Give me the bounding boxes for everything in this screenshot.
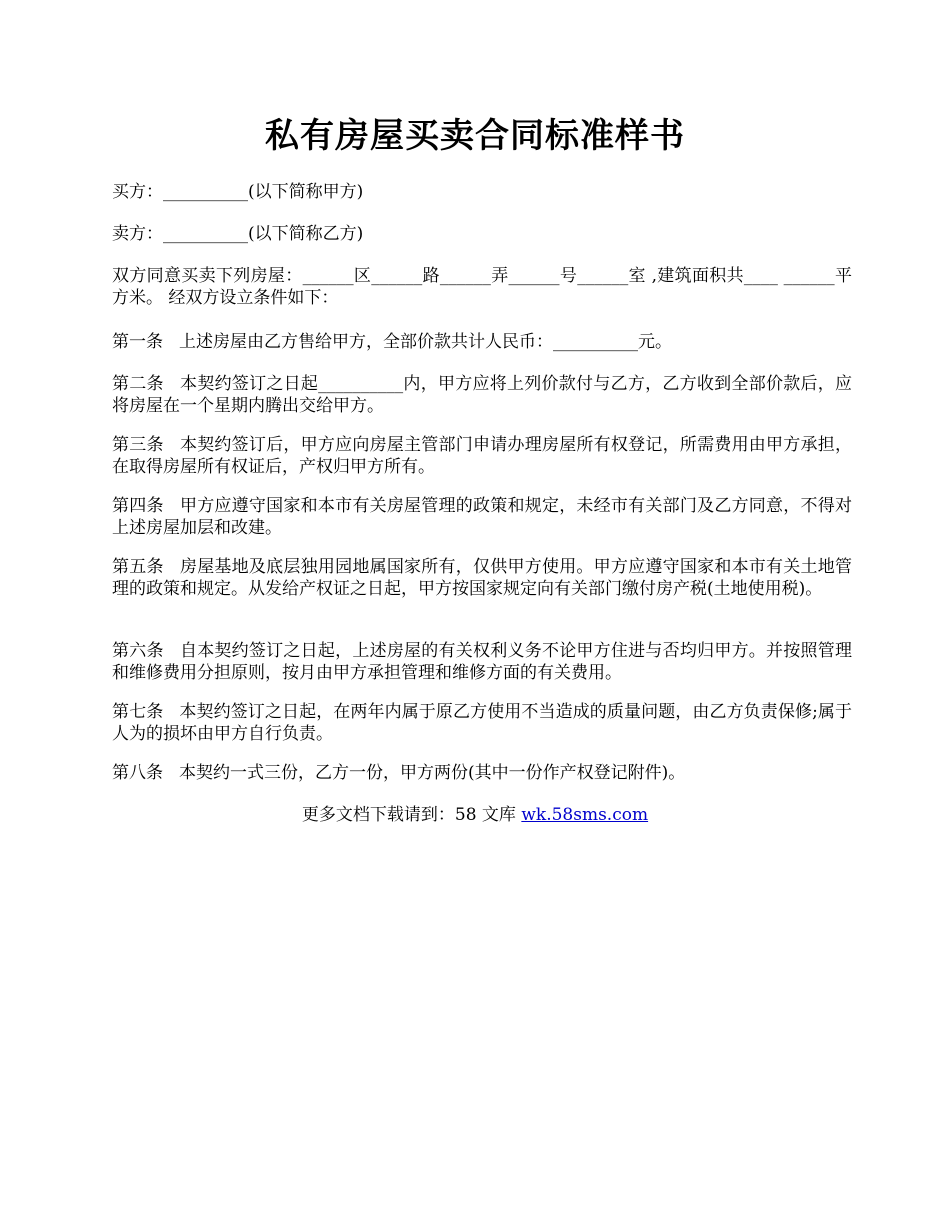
clause-text: 房屋基地及底层独用园地属国家所有，仅供甲方使用。甲方应遵守国家和本市有关土地管理的政策和规定。从发给产权证之日起，甲方按国家规定向有关部门缴付房产税(土地使用税)。 xyxy=(112,557,853,599)
clause-label: 第八条 xyxy=(112,763,163,783)
clause-label: 第四条 xyxy=(112,496,164,516)
clause-label: 第一条 xyxy=(112,332,163,352)
buyer-line: 买方：__________(以下简称甲方) xyxy=(112,182,364,202)
clause-label: 第七条 xyxy=(112,702,164,722)
clause-text: 本契约签订后，甲方应向房屋主管部门申请办理房屋所有权登记，所需费用由甲方承担，在取得房屋所有权证后，产权归甲方所有。 xyxy=(112,435,853,477)
seller-line: 卖方：__________(以下简称乙方) xyxy=(112,224,364,244)
website-link[interactable]: wk.58sms.com xyxy=(521,805,649,825)
footer-prefix: 更多文档下载请到：58 文库 xyxy=(301,805,522,825)
download-footer xyxy=(0,804,950,826)
clause-5 xyxy=(112,556,852,600)
clause-7 xyxy=(112,701,852,745)
clause-label: 第三条 xyxy=(112,435,164,455)
property-intro: 双方同意买卖下列房屋：______区______路______弄______号______室 ,建筑面积共____ ______平方米。 经双方设立条件如下： xyxy=(112,266,852,308)
clause-3 xyxy=(112,434,852,478)
clause-label: 第二条 xyxy=(112,374,164,394)
clause-text: 上述房屋由乙方售给甲方，全部价款共计人民币：__________元。 xyxy=(179,332,672,352)
clause-text: 自本契约签订之日起，上述房屋的有关权利义务不论甲方住进与否均归甲方。并按照管理和维修费用分担原则，按月由甲方承担管理和维修方面的有关费用。 xyxy=(112,641,853,683)
clause-label: 第六条 xyxy=(112,641,164,661)
clause-6 xyxy=(112,640,852,684)
document-title: 私有房屋买卖合同标准样书 xyxy=(265,116,685,156)
clause-text: 本契约签订之日起__________内，甲方应将上列价款付与乙方，乙方收到全部价款后，应将房屋在一个星期内腾出交给甲方。 xyxy=(112,374,853,416)
clause-text: 本契约一式三份，乙方一份，甲方两份(其中一份作产权登记附件)。 xyxy=(179,763,686,783)
clause-2 xyxy=(112,373,852,417)
clause-8 xyxy=(112,762,852,784)
clause-text: 甲方应遵守国家和本市有关房屋管理的政策和规定，未经市有关部门及乙方同意，不得对上述房屋加层和改建。 xyxy=(112,496,853,538)
clause-4 xyxy=(112,495,852,539)
clause-text: 本契约签订之日起，在两年内属于原乙方使用不当造成的质量问题，由乙方负责保修;属于人为的损坏由甲方自行负责。 xyxy=(112,702,853,744)
clause-1 xyxy=(112,331,852,353)
clause-label: 第五条 xyxy=(112,557,164,577)
